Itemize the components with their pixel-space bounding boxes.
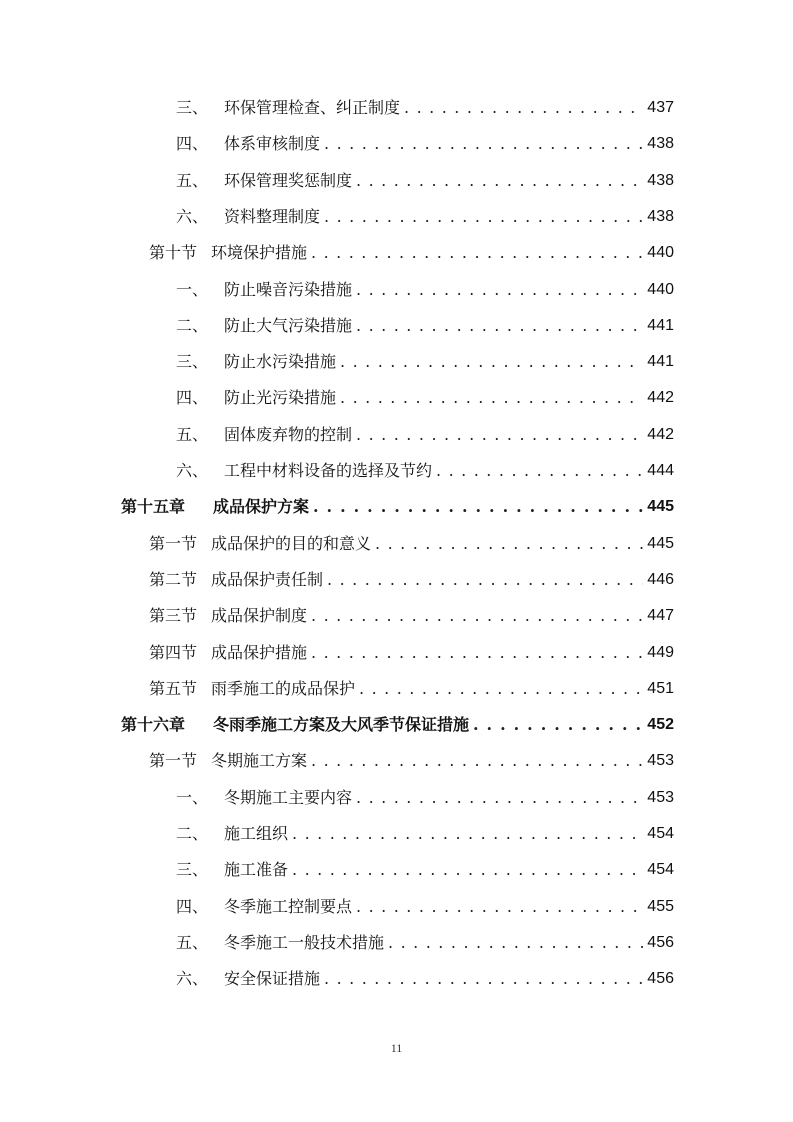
dot-leader bbox=[324, 132, 643, 156]
toc-entry-title: 防止噪音污染措施 bbox=[224, 280, 353, 299]
toc-entry-page-number: 451 bbox=[647, 680, 674, 697]
toc-entry-title: 资料整理制度 bbox=[224, 207, 321, 226]
toc-entry-item[interactable] bbox=[176, 278, 674, 302]
dot-leader bbox=[356, 786, 643, 810]
toc-entry-title: 体系审核制度 bbox=[224, 134, 321, 153]
toc-entry-page-number: 440 bbox=[647, 281, 674, 298]
toc-entry-item[interactable] bbox=[176, 786, 674, 810]
dot-leader bbox=[340, 350, 643, 374]
dot-leader bbox=[388, 931, 643, 955]
toc-entry-number: 四、 bbox=[176, 897, 209, 916]
toc-entry-number: 五、 bbox=[176, 425, 209, 444]
dot-leader bbox=[327, 568, 643, 592]
toc-entry-number: 一、 bbox=[176, 788, 209, 807]
toc-entry-page-number: 447 bbox=[647, 607, 674, 624]
toc-entry-item[interactable] bbox=[176, 822, 674, 846]
toc-entry-number: 六、 bbox=[176, 461, 209, 480]
dot-leader bbox=[356, 278, 643, 302]
toc-entry-title: 成品保护方案 bbox=[213, 497, 310, 516]
toc-entry-title: 固体废弃物的控制 bbox=[224, 425, 353, 444]
toc-entry-number: 三、 bbox=[176, 98, 209, 117]
toc-entry-page-number: 438 bbox=[647, 208, 674, 225]
toc-entry-page-number: 441 bbox=[647, 353, 674, 370]
toc-entry-number: 四、 bbox=[176, 134, 209, 153]
dot-leader bbox=[340, 386, 643, 410]
dot-leader bbox=[324, 205, 643, 229]
dot-leader bbox=[359, 677, 643, 701]
toc-entry-page-number: 441 bbox=[647, 317, 674, 334]
toc-entry-title: 环保管理奖惩制度 bbox=[224, 171, 353, 190]
toc-entry-number: 二、 bbox=[176, 824, 209, 843]
toc-entry-title: 环保管理检查、纠正制度 bbox=[224, 98, 401, 117]
dot-leader bbox=[356, 895, 643, 919]
toc-entry-item[interactable] bbox=[176, 96, 674, 120]
toc-entry-number: 第一节 bbox=[149, 751, 198, 770]
toc-entry-title: 防止大气污染措施 bbox=[224, 316, 353, 335]
toc-entry-section[interactable] bbox=[149, 677, 674, 701]
toc-entry-page-number: 444 bbox=[647, 462, 674, 479]
toc-entry-item[interactable] bbox=[176, 314, 674, 338]
toc-entry-title: 防止光污染措施 bbox=[224, 388, 337, 407]
toc-entry-title: 冬期施工方案 bbox=[211, 751, 308, 770]
dot-leader bbox=[356, 169, 643, 193]
toc-entry-number: 第十五章 bbox=[121, 497, 186, 516]
dot-leader bbox=[375, 532, 643, 556]
toc-entry-title: 成品保护制度 bbox=[211, 606, 308, 625]
dot-leader bbox=[324, 967, 643, 991]
toc-entry-number: 一、 bbox=[176, 280, 209, 299]
toc-entry-title: 雨季施工的成品保护 bbox=[211, 679, 356, 698]
toc-entry-number: 第一节 bbox=[149, 534, 198, 553]
toc-entry-title: 冬季施工一般技术措施 bbox=[224, 933, 385, 952]
dot-leader bbox=[311, 604, 643, 628]
toc-entry-number: 二、 bbox=[176, 316, 209, 335]
toc-entry-item[interactable] bbox=[176, 205, 674, 229]
toc-entry-number: 五、 bbox=[176, 933, 209, 952]
toc-entry-section[interactable] bbox=[149, 241, 674, 265]
toc-entry-item[interactable] bbox=[176, 858, 674, 882]
toc-entry-item[interactable] bbox=[176, 967, 674, 991]
toc-entry-page-number: 453 bbox=[647, 752, 674, 769]
toc-entry-section[interactable] bbox=[149, 568, 674, 592]
toc-entry-title: 冬期施工主要内容 bbox=[224, 788, 353, 807]
toc-entry-page-number: 440 bbox=[647, 244, 674, 261]
toc-entry-page-number: 453 bbox=[647, 789, 674, 806]
toc-entry-number: 三、 bbox=[176, 352, 209, 371]
dot-leader bbox=[311, 749, 643, 773]
toc-entry-item[interactable] bbox=[176, 169, 674, 193]
toc-entry-chapter[interactable] bbox=[121, 713, 674, 737]
toc-entry-section[interactable] bbox=[149, 532, 674, 556]
toc-entry-page-number: 442 bbox=[647, 426, 674, 443]
toc-entry-page-number: 454 bbox=[647, 825, 674, 842]
toc-entry-number: 第十节 bbox=[149, 243, 198, 262]
dot-leader bbox=[404, 96, 643, 120]
toc-entry-page-number: 456 bbox=[647, 970, 674, 987]
toc-entry-chapter[interactable] bbox=[121, 495, 674, 519]
toc-entry-title: 防止水污染措施 bbox=[224, 352, 337, 371]
toc-entry-item[interactable] bbox=[176, 459, 674, 483]
toc-entry-page-number: 449 bbox=[647, 644, 674, 661]
toc-entry-section[interactable] bbox=[149, 641, 674, 665]
toc-entry-title: 冬雨季施工方案及大风季节保证措施 bbox=[213, 715, 470, 734]
toc-entry-page-number: 455 bbox=[647, 898, 674, 915]
toc-entry-number: 三、 bbox=[176, 860, 209, 879]
toc-entry-number: 六、 bbox=[176, 969, 209, 988]
dot-leader bbox=[356, 423, 643, 447]
toc-entry-item[interactable] bbox=[176, 423, 674, 447]
toc-entry-title: 工程中材料设备的选择及节约 bbox=[224, 461, 433, 480]
dot-leader bbox=[473, 713, 643, 737]
toc-entry-page-number: 437 bbox=[647, 99, 674, 116]
toc-entry-number: 第三节 bbox=[149, 606, 198, 625]
toc-entry-title: 安全保证措施 bbox=[224, 969, 321, 988]
toc-entry-title: 冬季施工控制要点 bbox=[224, 897, 353, 916]
dot-leader bbox=[311, 641, 643, 665]
toc-entry-section[interactable] bbox=[149, 749, 674, 773]
toc-entry-page-number: 442 bbox=[647, 389, 674, 406]
toc-entry-title: 成品保护的目的和意义 bbox=[211, 534, 372, 553]
toc-entry-item[interactable] bbox=[176, 350, 674, 374]
toc-entry-title: 环境保护措施 bbox=[211, 243, 308, 262]
toc-entry-item[interactable] bbox=[176, 931, 674, 955]
toc-entry-title: 成品保护措施 bbox=[211, 643, 308, 662]
dot-leader bbox=[292, 858, 643, 882]
toc-entry-page-number: 445 bbox=[647, 498, 674, 515]
page-number-footer: 11 bbox=[390, 1041, 403, 1055]
toc-entry-number: 五、 bbox=[176, 171, 209, 190]
toc-entry-page-number: 452 bbox=[647, 716, 674, 733]
toc-entry-number: 第四节 bbox=[149, 643, 198, 662]
toc-entry-item[interactable] bbox=[176, 386, 674, 410]
toc-entry-page-number: 445 bbox=[647, 535, 674, 552]
dot-leader bbox=[356, 314, 643, 338]
toc-entry-section[interactable] bbox=[149, 604, 674, 628]
toc-entry-number: 四、 bbox=[176, 388, 209, 407]
toc-entry-number: 第五节 bbox=[149, 679, 198, 698]
toc-entry-page-number: 454 bbox=[647, 861, 674, 878]
toc-entry-page-number: 438 bbox=[647, 172, 674, 189]
toc-entry-item[interactable] bbox=[176, 895, 674, 919]
toc-entry-page-number: 438 bbox=[647, 135, 674, 152]
toc-entry-title: 施工组织 bbox=[224, 824, 289, 843]
toc-entry-number: 第十六章 bbox=[121, 715, 186, 734]
dot-leader bbox=[436, 459, 643, 483]
dot-leader bbox=[313, 495, 643, 519]
toc-entry-title: 施工准备 bbox=[224, 860, 289, 879]
toc-entry-item[interactable] bbox=[176, 132, 674, 156]
dot-leader bbox=[311, 241, 643, 265]
toc-entry-number: 第二节 bbox=[149, 570, 198, 589]
toc-entry-page-number: 446 bbox=[647, 571, 674, 588]
toc-entry-number: 六、 bbox=[176, 207, 209, 226]
toc-entry-title: 成品保护责任制 bbox=[211, 570, 324, 589]
toc-entry-page-number: 456 bbox=[647, 934, 674, 951]
dot-leader bbox=[292, 822, 643, 846]
